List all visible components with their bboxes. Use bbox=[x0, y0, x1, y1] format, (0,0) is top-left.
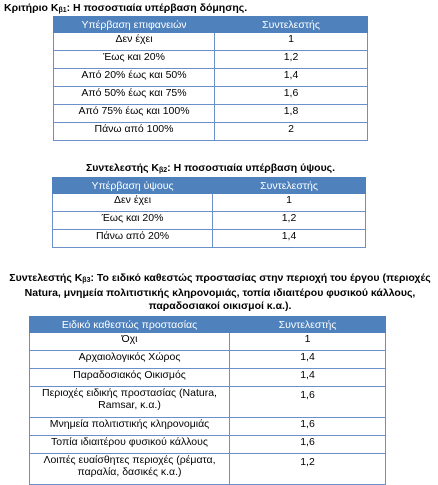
k1-header-area: Υπέρβαση επιφανειών bbox=[54, 17, 215, 33]
k3-header-status: Ειδικό καθεστώς προστασίας bbox=[30, 317, 230, 333]
table-row bbox=[54, 87, 368, 105]
k3-cell-value: 1,4 bbox=[230, 369, 386, 387]
table-row bbox=[53, 230, 366, 248]
k3-caption-post: : Το ειδικό καθεστώς προστασίας στην περιοχή του έργου (περιοχές Natura, μνημεία πολιτιστικής κληρονομιάς, τοπία ιδιαιτέρου φυσικού κάλλους, παραδοσιακοί οικισμοί κ.α.). bbox=[24, 272, 431, 312]
table-row bbox=[54, 69, 368, 87]
k3-cell-label: Τοπία ιδιαιτέρου φυσικού κάλλους bbox=[30, 436, 230, 454]
k1-table bbox=[53, 16, 368, 141]
k1-header-coefficient: Συντελεστής bbox=[215, 17, 368, 33]
k1-caption-sub: β1 bbox=[58, 7, 67, 14]
k3-cell-value: 1,6 bbox=[230, 436, 386, 454]
table-row bbox=[54, 51, 368, 69]
k1-caption-pre: Κριτήριο Κ bbox=[4, 2, 59, 14]
k1-cell-value: 1,6 bbox=[215, 87, 368, 105]
k1-cell-label: Από 50% έως και 75% bbox=[54, 87, 215, 105]
table-row bbox=[30, 387, 386, 418]
k2-cell-label: Έως και 20% bbox=[53, 212, 213, 230]
k3-cell-value: 1,4 bbox=[230, 351, 386, 369]
k2-cell-value: 1,2 bbox=[213, 212, 366, 230]
k2-cell-label: Δεν έχει bbox=[53, 194, 213, 212]
k2-caption-post: : Η ποσοστιαία υπέρβαση ύψους. bbox=[167, 162, 336, 174]
k1-header-row bbox=[54, 17, 368, 33]
k3-header-row bbox=[30, 317, 386, 333]
k1-cell-label: Πάνω από 100% bbox=[54, 123, 215, 141]
k1-caption-post: : Η ποσοστιαία υπέρβαση δόμησης. bbox=[66, 2, 248, 14]
k3-cell-label: Αρχαιολογικός Χώρος bbox=[30, 351, 230, 369]
k3-cell-value: 1 bbox=[230, 333, 386, 351]
k3-cell-label: Παραδοσιακός Οικισμός bbox=[30, 369, 230, 387]
k1-cell-label: Από 20% έως και 50% bbox=[54, 69, 215, 87]
k1-cell-value: 1,8 bbox=[215, 105, 368, 123]
table-row bbox=[30, 454, 386, 485]
k3-cell-value: 1,6 bbox=[230, 387, 386, 418]
k2-cell-value: 1,4 bbox=[213, 230, 366, 248]
table-row bbox=[30, 436, 386, 454]
k3-cell-label: Μνημεία πολιτιστικής κληρονομιάς bbox=[30, 418, 230, 436]
k3-cell-label: Λοιπές ευαίσθητες περιοχές (ρέματα, παραλία, δασικές κ.α.) bbox=[30, 454, 230, 485]
k3-caption bbox=[6, 272, 434, 313]
table-row bbox=[54, 123, 368, 141]
k2-table bbox=[52, 177, 366, 248]
k1-cell-label: Δεν έχει bbox=[54, 33, 215, 51]
k1-cell-label: Έως και 20% bbox=[54, 51, 215, 69]
k2-caption-sub: β2 bbox=[159, 167, 168, 174]
k3-caption-sub: β3 bbox=[82, 277, 91, 284]
k1-cell-value: 2 bbox=[215, 123, 368, 141]
table-row bbox=[54, 33, 368, 51]
k1-cell-value: 1,4 bbox=[215, 69, 368, 87]
k2-header-coefficient: Συντελεστής bbox=[213, 178, 366, 194]
k2-header-height: Υπέρβαση ύψους bbox=[53, 178, 213, 194]
k1-cell-value: 1 bbox=[215, 33, 368, 51]
k1-caption bbox=[4, 2, 247, 17]
table-row bbox=[53, 212, 366, 230]
k2-caption bbox=[86, 162, 335, 177]
table-row bbox=[30, 369, 386, 387]
k2-cell-label: Πάνω από 20% bbox=[53, 230, 213, 248]
k3-cell-label: Περιοχές ειδικής προστασίας (Natura, Ramsar, κ.α.) bbox=[30, 387, 230, 418]
k3-header-coefficient: Συντελεστής bbox=[230, 317, 386, 333]
k3-cell-value: 1,6 bbox=[230, 418, 386, 436]
k3-cell-value: 1,2 bbox=[230, 454, 386, 485]
k3-caption-pre: Συντελεστής Κ bbox=[9, 272, 83, 284]
k1-cell-label: Από 75% έως και 100% bbox=[54, 105, 215, 123]
k3-cell-label: Όχι bbox=[30, 333, 230, 351]
k3-table bbox=[29, 316, 386, 485]
table-row bbox=[30, 418, 386, 436]
table-row bbox=[53, 194, 366, 212]
k2-caption-pre: Συντελεστής Κ bbox=[86, 162, 159, 174]
k2-header-row bbox=[53, 178, 366, 194]
k2-cell-value: 1 bbox=[213, 194, 366, 212]
table-row bbox=[54, 105, 368, 123]
table-row bbox=[30, 351, 386, 369]
table-row bbox=[30, 333, 386, 351]
k1-cell-value: 1,2 bbox=[215, 51, 368, 69]
